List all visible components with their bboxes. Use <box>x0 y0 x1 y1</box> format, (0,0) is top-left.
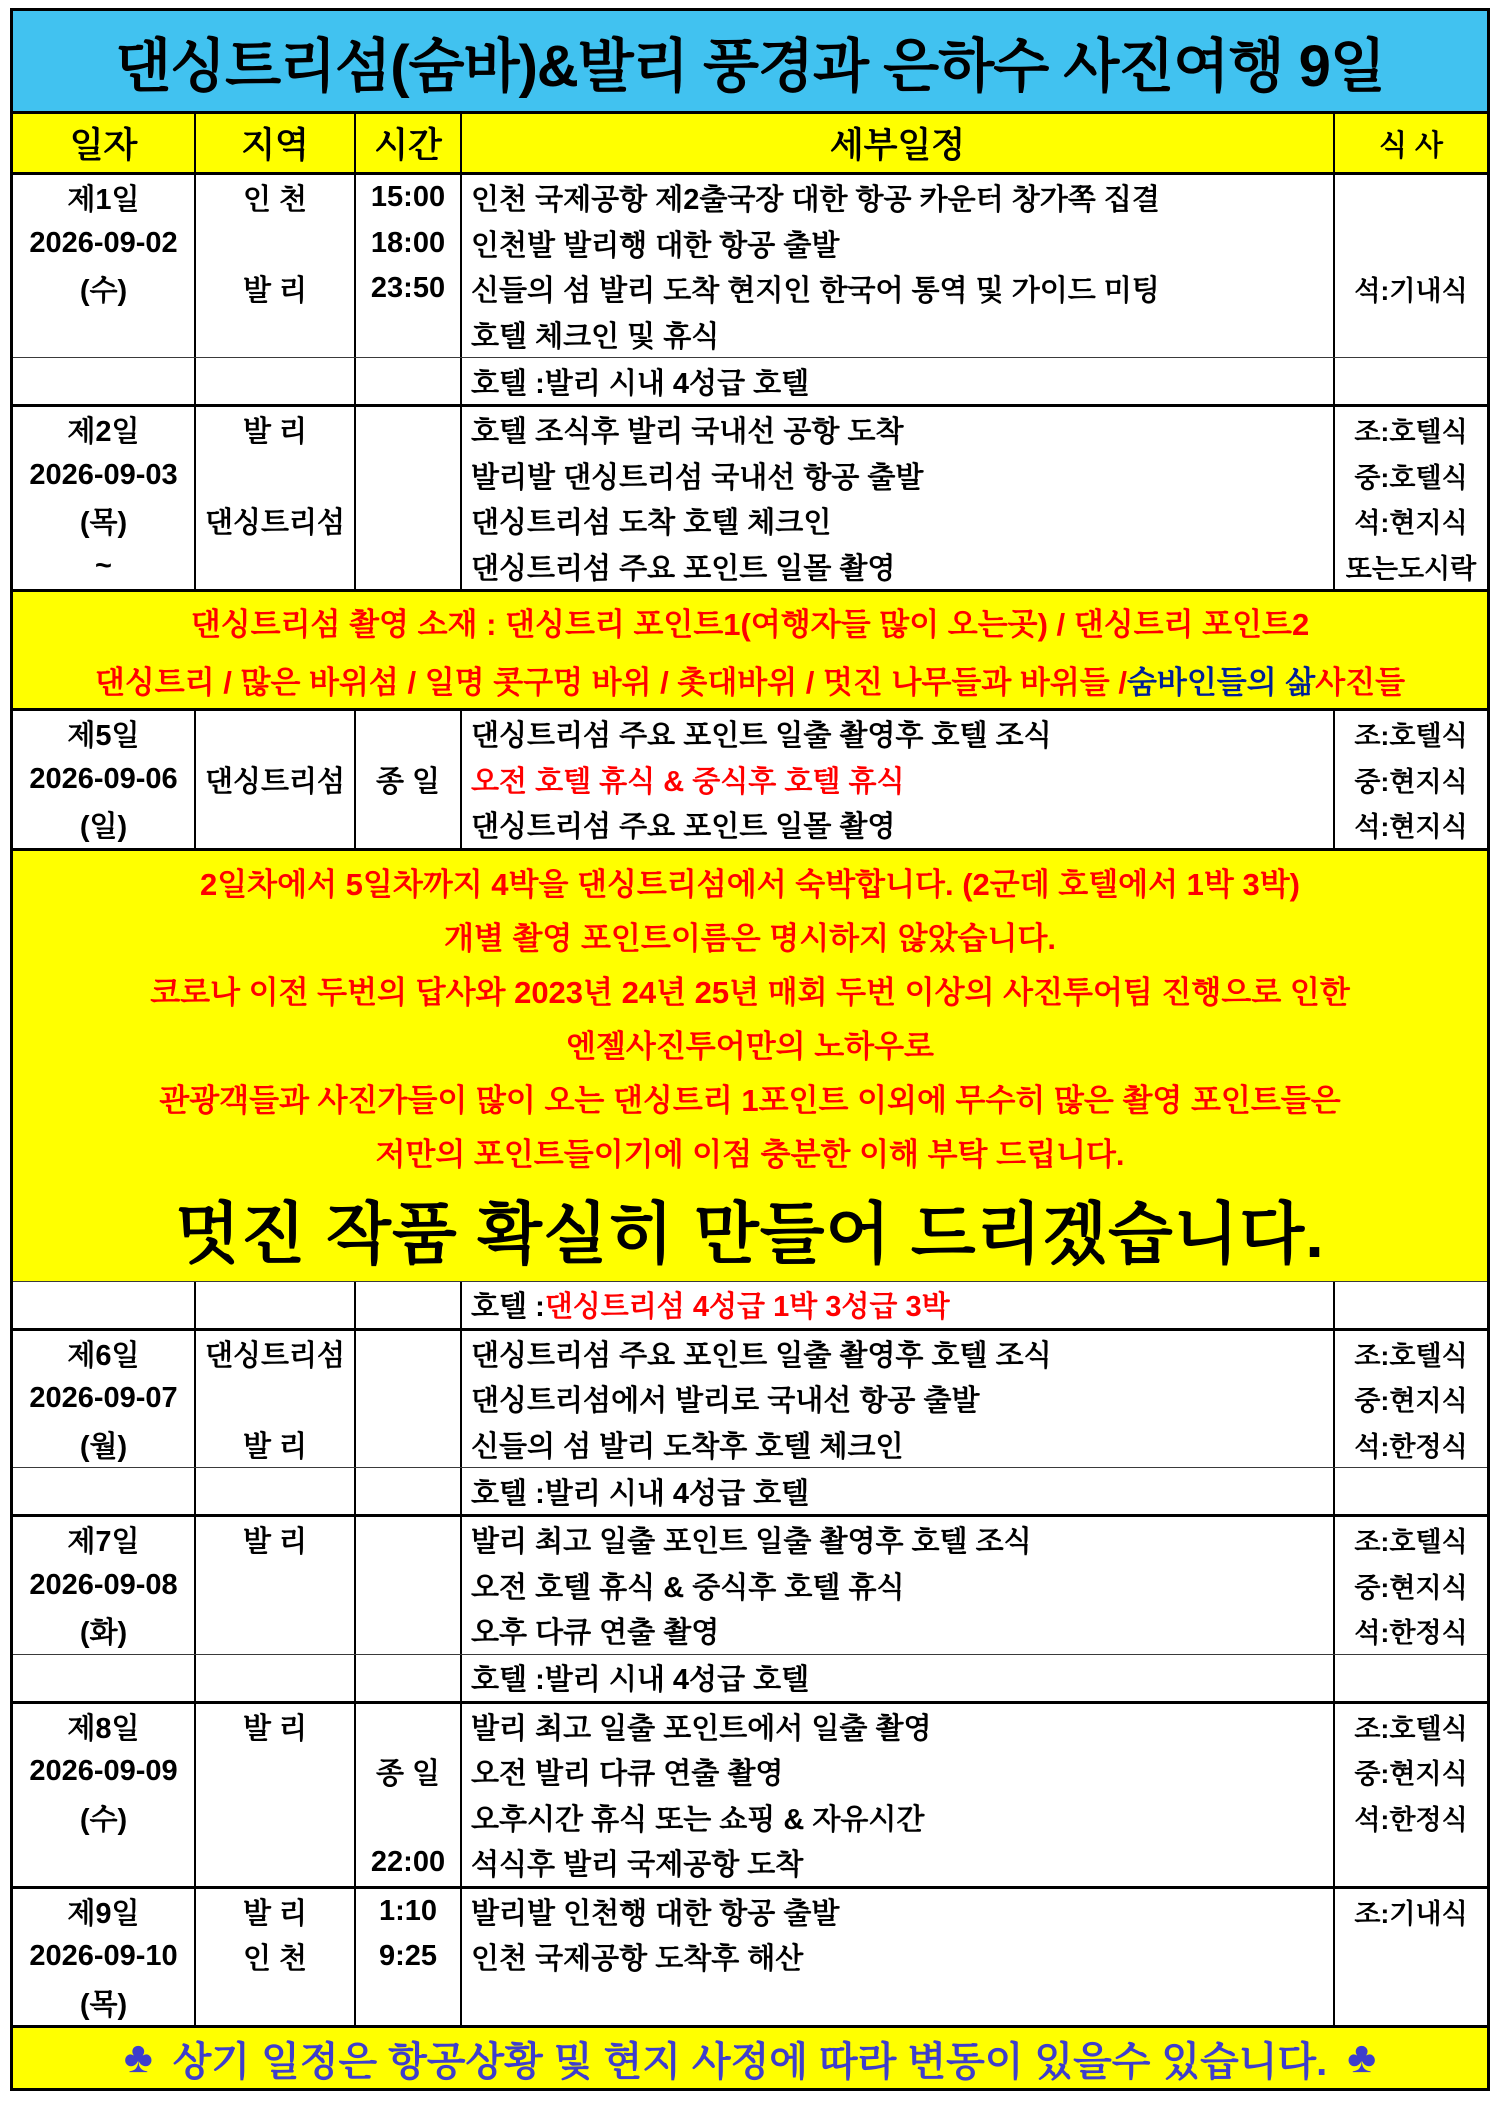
meal-cell: 석:현지식 <box>1354 812 1468 843</box>
detail-cell: 오전 발리 다큐 연출 촬영 <box>471 1758 784 1791</box>
date-cell: (목) <box>79 1988 128 2021</box>
time-cell <box>356 407 460 453</box>
hotel-row <box>13 1467 1487 1514</box>
col-time <box>356 711 462 848</box>
date-cell: 제7일 <box>67 1526 140 1559</box>
col-time <box>356 1655 462 1701</box>
detail-cell: 호텔 조식후 발리 국내선 공항 도착 <box>471 416 904 449</box>
detail-cell: 댄싱트리섬 주요 포인트 일출 촬영후 호텔 조식 <box>471 720 1052 753</box>
detail-cell <box>462 1980 1333 2026</box>
date-cell: (목) <box>79 507 128 540</box>
hotel-value: 발리 시내 4성급 호텔 <box>544 1664 810 1696</box>
region-cell: 인 천 <box>242 184 308 217</box>
meal-cell: 중:현지식 <box>1354 1572 1468 1603</box>
notice-line: 2일차에서 5일차까지 4박을 댄싱트리섬에서 숙박합니다. (2군데 호텔에서 1박 3박) <box>200 867 1300 902</box>
detail-cell: 오후시간 휴식 또는 쇼핑 & 자유시간 <box>471 1803 925 1836</box>
note-line <box>13 592 1487 650</box>
time-cell <box>356 498 460 544</box>
detail-cell: 신들의 섬 발리 도착후 호텔 체크인 <box>471 1430 904 1463</box>
meal-cell <box>1335 221 1487 267</box>
col-date <box>13 711 196 848</box>
col-meals <box>1335 711 1487 848</box>
col-header-date: 일자 <box>13 114 196 172</box>
hotel-label: 호텔 : <box>471 1477 545 1510</box>
meal-cell: 석:기내식 <box>1354 276 1468 307</box>
col-time <box>356 1331 462 1468</box>
meal-cell: 석:현지식 <box>1354 508 1468 539</box>
col-date <box>13 1517 196 1654</box>
detail-cell: 오전 호텔 휴식 & 중식후 호텔 휴식 <box>471 765 905 798</box>
time-cell <box>356 1376 460 1422</box>
date-cell: 제5일 <box>67 720 140 753</box>
meal-cell: 조:호텔식 <box>1354 1713 1468 1744</box>
detail-cell: 발리발 인천행 대한 항공 출발 <box>471 1897 840 1930</box>
region-cell: 댄싱트리섬 <box>204 1339 346 1372</box>
meal-cell: 조:기내식 <box>1354 1898 1468 1929</box>
col-time <box>356 1704 462 1886</box>
col-time <box>356 358 462 404</box>
col-details <box>462 1517 1335 1654</box>
date-cell: 제6일 <box>67 1339 140 1372</box>
col-time <box>356 1889 462 2026</box>
region-cell <box>196 1980 354 2026</box>
day-block <box>13 1328 1487 1468</box>
col-region <box>196 711 356 848</box>
region-cell: 발 리 <box>242 1712 308 1745</box>
col-region <box>196 358 356 404</box>
col-date <box>13 1282 196 1328</box>
col-date <box>13 407 196 589</box>
col-details <box>462 1282 1335 1328</box>
region-cell <box>196 711 354 757</box>
hotel-label: 호텔 : <box>471 1291 545 1323</box>
detail-cell: 석식후 발리 국제공항 도착 <box>471 1849 804 1882</box>
col-region <box>196 1517 356 1654</box>
region-cell <box>196 1840 354 1886</box>
time-cell <box>356 802 460 848</box>
region-cell: 인 천 <box>242 1943 308 1976</box>
meal-cell <box>1335 175 1487 221</box>
time-cell <box>356 1704 460 1750</box>
time-cell: 22:00 <box>370 1846 446 1879</box>
col-meals <box>1335 1282 1487 1328</box>
meal-cell <box>1335 312 1487 358</box>
date-cell: 2026-09-06 <box>29 762 178 795</box>
hotel-cell <box>462 1468 1333 1514</box>
note-segment: 댄싱트리섬 촬영 소재 : 댄싱트리 포인트1(여행자들 많이 오는곳) / 댄싱트리 포인트2 <box>190 606 1310 642</box>
col-details <box>462 1655 1335 1701</box>
meal-cell: 석:한정식 <box>1354 1431 1468 1462</box>
time-cell: 1:10 <box>378 1894 438 1927</box>
detail-cell: 댄싱트리섬에서 발리로 국내선 항공 출발 <box>471 1385 980 1418</box>
col-meals <box>1335 358 1487 404</box>
time-cell: 9:25 <box>378 1940 438 1973</box>
promise-headline: 멋진 작품 확실히 만들어 드리겠습니다. <box>175 1196 1325 1272</box>
region-cell <box>196 312 354 358</box>
col-details <box>462 175 1335 357</box>
time-cell <box>356 711 460 757</box>
col-region <box>196 1889 356 2026</box>
detail-cell: 인천발 발리행 대한 항공 출발 <box>471 229 840 262</box>
time-cell <box>356 312 460 358</box>
col-date <box>13 1655 196 1701</box>
region-cell <box>196 802 354 848</box>
col-date <box>13 1889 196 2026</box>
meal-cell: 조:호텔식 <box>1354 721 1468 752</box>
col-time <box>356 1517 462 1654</box>
col-date <box>13 1468 196 1514</box>
col-meals <box>1335 407 1487 589</box>
date-cell: 2026-09-03 <box>29 458 178 491</box>
meal-cell: 중:현지식 <box>1354 1386 1468 1417</box>
hotel-row <box>13 1654 1487 1701</box>
region-cell <box>196 1795 354 1841</box>
date-cell: (월) <box>79 1430 128 1463</box>
hotel-cell <box>462 1282 1333 1328</box>
time-cell <box>356 1795 460 1841</box>
time-cell <box>356 1331 460 1377</box>
col-region <box>196 1704 356 1886</box>
region-cell <box>196 1376 354 1422</box>
hotel-cell <box>462 358 1333 404</box>
detail-cell: 발리발 댄싱트리섬 국내선 항공 출발 <box>471 461 924 494</box>
region-cell: 발 리 <box>242 416 308 449</box>
detail-cell: 인천 국제공항 도착후 해산 <box>471 1943 804 1976</box>
note-segment: 숨바인들의 삶 <box>1126 664 1316 700</box>
time-cell: 종 일 <box>375 765 441 798</box>
table-header-row <box>13 114 1487 175</box>
day-block <box>13 175 1487 357</box>
region-cell: 발 리 <box>242 1897 308 1930</box>
time-cell <box>356 1517 460 1563</box>
col-region <box>196 407 356 589</box>
region-cell: 발 리 <box>242 1430 308 1463</box>
meal-cell: 또는도시락 <box>1345 553 1477 584</box>
col-region <box>196 1331 356 1468</box>
detail-cell: 오전 호텔 휴식 & 중식후 호텔 휴식 <box>471 1571 905 1604</box>
notice-line: 저만의 포인트들이기에 이점 충분한 이해 부탁 드립니다. <box>375 1137 1125 1172</box>
date-cell: (수) <box>79 1803 128 1836</box>
time-cell: 15:00 <box>370 181 446 214</box>
col-header-meals: 식 사 <box>1378 129 1444 162</box>
region-cell <box>196 1563 354 1609</box>
col-meals <box>1335 1704 1487 1886</box>
col-header-time: 시간 <box>356 114 462 172</box>
date-cell: 제2일 <box>67 416 140 449</box>
detail-cell: 댄싱트리섬 주요 포인트 일출 촬영후 호텔 조식 <box>471 1339 1052 1372</box>
meal-cell: 조:호텔식 <box>1354 417 1468 448</box>
footer-notice <box>13 2025 1487 2088</box>
date-cell: 제9일 <box>67 1897 140 1930</box>
detail-cell: 오후 다큐 연출 촬영 <box>471 1617 720 1650</box>
col-date <box>13 358 196 404</box>
col-details <box>462 1331 1335 1468</box>
region-cell <box>196 453 354 499</box>
schedule-blocks <box>13 175 1487 2025</box>
date-cell: 제1일 <box>67 184 140 217</box>
detail-cell: 댄싱트리섬 도착 호텔 체크인 <box>471 507 832 540</box>
col-time <box>356 1282 462 1328</box>
time-cell: 종 일 <box>375 1758 441 1791</box>
time-cell: 23:50 <box>370 272 446 305</box>
photo-subjects-note <box>13 589 1487 708</box>
hotel-row <box>13 1281 1487 1328</box>
note-line <box>13 650 1487 708</box>
col-time <box>356 407 462 589</box>
meal-cell <box>1335 1840 1487 1886</box>
notice-line: 코로나 이전 두번의 답사와 2023년 24년 25년 매회 두번 이상의 사진투어팀 진행으로 인한 <box>150 975 1350 1010</box>
date-cell: (수) <box>79 275 128 308</box>
day-block <box>13 1514 1487 1654</box>
meal-cell <box>1335 1934 1487 1980</box>
region-cell: 댄싱트리섬 <box>204 765 346 798</box>
hotel-cell <box>462 1655 1333 1701</box>
col-meals <box>1335 175 1487 357</box>
col-details <box>462 1889 1335 2026</box>
notice-line: 엔젤사진투어만의 노하우로 <box>566 1029 934 1064</box>
detail-cell: 신들의 섬 발리 도착 현지인 한국어 통역 및 가이드 미팅 <box>471 275 1160 308</box>
col-region <box>196 1468 356 1514</box>
col-details <box>462 711 1335 848</box>
col-region <box>196 175 356 357</box>
col-meals <box>1335 1655 1487 1701</box>
meal-cell: 중:호텔식 <box>1354 462 1468 493</box>
club-icon: ♣ <box>123 2033 153 2082</box>
col-meals <box>1335 1889 1487 2026</box>
hotel-value: 발리 시내 4성급 호텔 <box>544 1477 810 1510</box>
detail-cell: 인천 국제공항 제2출국장 대한 항공 카운터 창가쪽 집결 <box>471 184 1160 217</box>
time-cell <box>356 544 460 590</box>
col-details <box>462 407 1335 589</box>
date-cell: 2026-09-10 <box>29 1940 178 1973</box>
footer-text: 상기 일정은 항공상황 및 현지 사정에 따라 변동이 있을수 있습니다. <box>172 2039 1328 2084</box>
region-cell <box>196 544 354 590</box>
meal-cell: 석:한정식 <box>1354 1618 1468 1649</box>
detail-cell: 호텔 체크인 및 휴식 <box>471 320 720 353</box>
time-cell <box>356 1563 460 1609</box>
region-cell: 발 리 <box>242 275 308 308</box>
hotel-value: 댄싱트리섬 4성급 1박 3성급 3박 <box>544 1291 950 1323</box>
page-title: 댄싱트리섬(숨바)&발리 풍경과 은하수 사진여행 9일 <box>13 11 1487 114</box>
hotel-label: 호텔 : <box>471 1664 545 1696</box>
date-cell: (일) <box>79 811 128 844</box>
date-cell: ~ <box>95 549 112 582</box>
meal-cell: 석:한정식 <box>1354 1804 1468 1835</box>
hotel-value: 발리 시내 4성급 호텔 <box>544 367 810 400</box>
notice-line: 관광객들과 사진가들이 많이 오는 댄싱트리 1포인트 이외에 무수히 많은 촬영 포인트들은 <box>159 1083 1341 1118</box>
day-block <box>13 1886 1487 2026</box>
col-region <box>196 1282 356 1328</box>
col-date <box>13 1704 196 1886</box>
meal-cell: 중:현지식 <box>1354 1759 1468 1790</box>
note-segment: 사진들 <box>1315 664 1406 700</box>
col-date <box>13 175 196 357</box>
col-details <box>462 1704 1335 1886</box>
date-cell: 제8일 <box>67 1712 140 1745</box>
region-cell: 발 리 <box>242 1526 308 1559</box>
day-block <box>13 708 1487 848</box>
col-date <box>13 1331 196 1468</box>
col-details <box>462 1468 1335 1514</box>
time-cell <box>356 1980 460 2026</box>
date-cell: (화) <box>79 1617 128 1650</box>
date-cell: 2026-09-02 <box>29 226 178 259</box>
meal-cell <box>1335 1980 1487 2026</box>
time-cell <box>356 1422 460 1468</box>
col-time <box>356 1468 462 1514</box>
col-meals <box>1335 1468 1487 1514</box>
meal-cell: 조:호텔식 <box>1354 1527 1468 1558</box>
day-block <box>13 404 1487 589</box>
time-cell <box>356 453 460 499</box>
meal-cell: 중:현지식 <box>1354 766 1468 797</box>
date-cell: 2026-09-09 <box>29 1755 178 1788</box>
region-cell <box>196 1608 354 1654</box>
col-meals <box>1335 1517 1487 1654</box>
col-details <box>462 358 1335 404</box>
date-cell: 2026-09-08 <box>29 1568 178 1601</box>
region-cell <box>196 221 354 267</box>
col-time <box>356 175 462 357</box>
detail-cell: 댄싱트리섬 주요 포인트 일몰 촬영 <box>471 811 896 844</box>
col-meals <box>1335 1331 1487 1468</box>
date-cell <box>13 312 194 358</box>
hotel-row <box>13 357 1487 404</box>
tour-notice-note <box>13 848 1487 1281</box>
detail-cell: 발리 최고 일출 포인트 일출 촬영후 호텔 조식 <box>471 1526 1032 1559</box>
date-cell: 2026-09-07 <box>29 1382 178 1415</box>
date-cell <box>13 1840 194 1886</box>
meal-cell: 조:호텔식 <box>1354 1340 1468 1371</box>
notice-line: 개별 촬영 포인트이름은 명시하지 않았습니다. <box>443 921 1057 956</box>
col-region <box>196 1655 356 1701</box>
col-header-region: 지역 <box>196 114 356 172</box>
region-cell <box>196 1749 354 1795</box>
club-icon: ♣ <box>1347 2033 1377 2082</box>
detail-cell: 댄싱트리섬 주요 포인트 일몰 촬영 <box>471 552 896 585</box>
time-cell: 18:00 <box>370 226 446 259</box>
time-cell <box>356 1608 460 1654</box>
note-segment: 댄싱트리 / 많은 바위섬 / 일명 콧구멍 바위 / 촛대바위 / 멋진 나무들과 바위들 / <box>94 664 1127 700</box>
detail-cell: 발리 최고 일출 포인트에서 일출 촬영 <box>471 1712 932 1745</box>
day-block <box>13 1701 1487 1886</box>
region-cell: 댄싱트리섬 <box>204 507 346 540</box>
hotel-label: 호텔 : <box>471 367 545 400</box>
itinerary-table <box>10 8 1490 2091</box>
col-header-details: 세부일정 <box>462 114 1335 172</box>
